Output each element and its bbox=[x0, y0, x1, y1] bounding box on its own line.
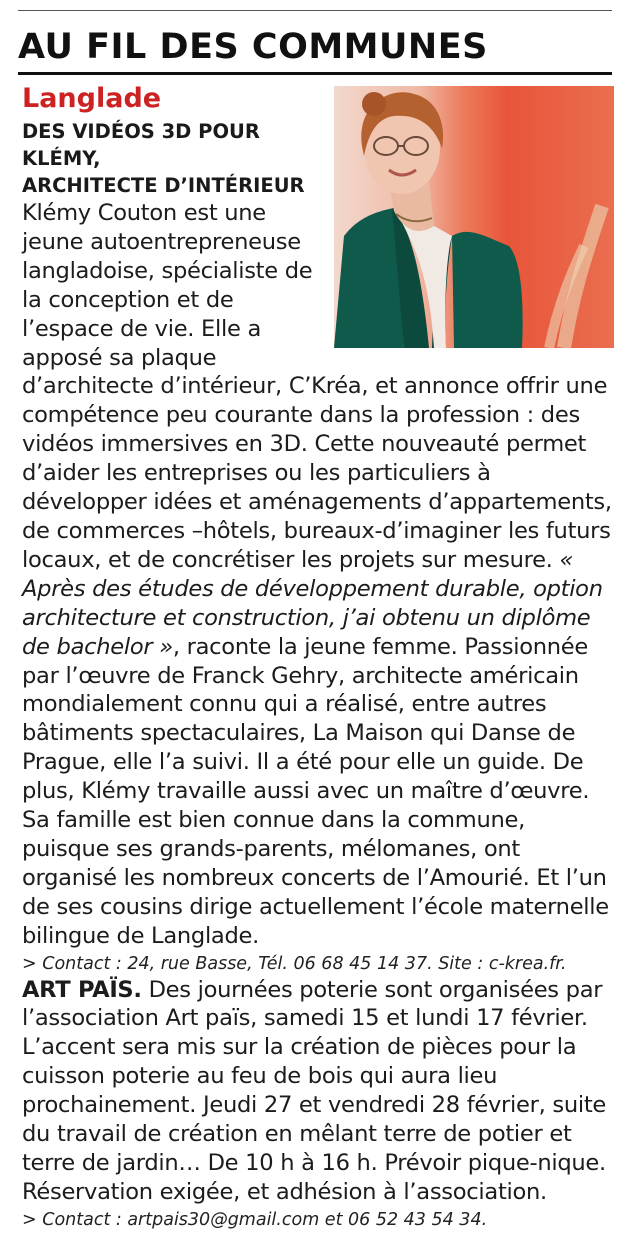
article-quote: « Après des études de développement durable, option architecture et construction, j’ai obtenu un diplôme de bachelor » bbox=[22, 546, 603, 660]
section-title: AU FIL DES COMMUNES bbox=[18, 27, 488, 67]
brief-text: Des journées poterie sont organisées par l’association Art païs, samedi 15 et lundi 17 février. L’accent sera mis sur la création de pièces pour la cuisson poterie au feu de bois qui aura lieu prochainement. Jeudi 27 et vendredi 28 février, suite du travail de création en mêlant terre de potier et terre de jardin… De 10 h à 16 h. Prévoir pique-nique. Réservation exigée, et adhésion à l’association. bbox=[22, 976, 606, 1205]
brief-contact: > Contact : artpais30@gmail.com et 06 52 43 54 34. bbox=[22, 1209, 488, 1230]
brief-body bbox=[22, 976, 614, 1207]
portrait-illustration bbox=[334, 86, 614, 348]
article-contact: > Contact : 24, rue Basse, Tél. 06 68 45 14 37. Site : c-krea.fr. bbox=[22, 953, 567, 974]
section-rule bbox=[18, 72, 612, 75]
article-column bbox=[22, 82, 614, 1232]
article-photo bbox=[334, 86, 614, 348]
article-intro: Klémy Couton est une jeune autoentrepreneuse langladoise, spécialiste de la conception et de l’espace de vie. Elle a apposé sa plaque d’architecte d’intérieur, C’Kréa, et annonce offrir une compétence peu courante dans la profession : des vidéos immersives en 3D. Cette nouveauté permet d’aider les entreprises ou les particuliers à développer idées et aménagements d’appartements, de commerces –hôtels, bureaux-d’imaginer les futurs locaux, et de concrétiser les projets sur mesure. bbox=[22, 200, 612, 573]
brief-lead: ART PAÏS. bbox=[22, 976, 142, 1003]
article-town: Langlade bbox=[22, 83, 162, 114]
article-after-quote: , raconte la jeune femme. Passionnée par l’œuvre de Franck Gehry, architecte américain mondialement connu qui a réalisé, entre autres bâtiments spectaculaires, La Maison qui Danse de Prague, elle l’a suivi. Il a été pour elle un guide. De plus, Klémy travaille aussi avec un maître d’œuvre. Sa famille est bien connue dans la commune, puisque ses grands-parents, mélomanes, ont organisé les nombreux concerts de l’Amourié. Et l’un de ses cousins dirige actuellement l’école maternelle bilingue de Langlade. bbox=[22, 633, 609, 949]
headline-line-1: DES VIDÉOS 3D POUR KLÉMY, bbox=[22, 120, 260, 170]
headline-line-2: ARCHITECTE D’INTÉRIEUR bbox=[22, 174, 305, 197]
top-rule bbox=[18, 10, 612, 11]
